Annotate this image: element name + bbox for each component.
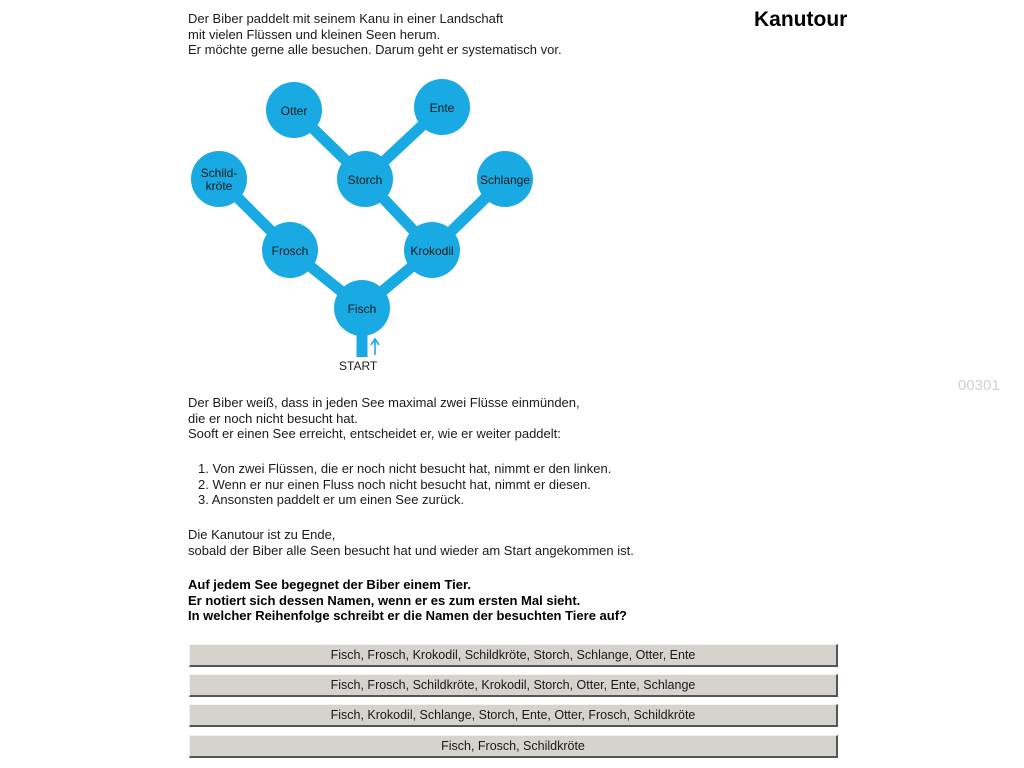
intro-text <box>188 11 562 58</box>
rules-intro-line: Der Biber weiß, dass in jeden See maximal zwei Flüsse einmünden, <box>188 395 580 410</box>
question-line: In welcher Reihenfolge schreibt er die Namen der besuchten Tiere auf? <box>188 608 627 623</box>
question-text <box>188 577 627 624</box>
intro-line: Er möchte gerne alle besuchen. Darum geht er systematisch vor. <box>188 42 562 57</box>
ending-text <box>188 527 634 558</box>
answer-option-1[interactable]: Fisch, Frosch, Krokodil, Schildkröte, Storch, Schlange, Otter, Ente <box>189 644 838 667</box>
answer-option-2[interactable]: Fisch, Frosch, Schildkröte, Krokodil, Storch, Otter, Ente, Schlange <box>189 674 838 697</box>
rules-intro-line: die er noch nicht besucht hat. <box>188 410 358 426</box>
label-schildkroete-line2: kröte <box>205 179 233 193</box>
label-schlange: Schlange <box>479 173 531 187</box>
lake-river-diagram <box>175 72 555 382</box>
label-ente: Ente <box>429 101 455 115</box>
label-otter: Otter <box>280 104 308 118</box>
label-krokodil: Krokodil <box>410 244 454 258</box>
label-fisch: Fisch <box>347 302 377 316</box>
page-title: Kanutour <box>754 8 848 31</box>
rule-item: 3. Ansonsten paddelt er um einen See zurück. <box>198 492 464 507</box>
start-label: START <box>339 359 378 373</box>
label-schildkroete-line1: Schild- <box>200 166 238 180</box>
intro-line: Der Biber paddelt mit seinem Kanu in einer Landschaft <box>188 11 504 26</box>
question-line: Auf jedem See begegnet der Biber einem Tier. <box>188 577 471 592</box>
label-storch: Storch <box>347 173 383 187</box>
rules-intro-text <box>188 395 580 442</box>
ending-line: sobald der Biber alle Seen besucht hat und wieder am Start angekommen ist. <box>188 542 634 558</box>
intro-line: mit vielen Flüssen und kleinen Seen herum. <box>188 26 441 42</box>
rule-item: 2. Wenn er nur einen Fluss noch nicht besucht hat, nimmt er diesen. <box>198 476 591 492</box>
rule-item: 1. Von zwei Flüssen, die er noch nicht besucht hat, nimmt er den linken. <box>198 461 612 476</box>
task-code: 00301 <box>958 377 1000 394</box>
label-frosch: Frosch <box>271 244 309 258</box>
question-line: Er notiert sich dessen Namen, wenn er es zum ersten Mal sieht. <box>188 592 581 608</box>
rules-intro-line: Sooft er einen See erreicht, entscheidet er, wie er weiter paddelt: <box>188 426 561 441</box>
start-arrow-icon <box>371 339 379 355</box>
answer-option-4[interactable]: Fisch, Frosch, Schildkröte <box>189 735 838 758</box>
answer-option-3[interactable]: Fisch, Krokodil, Schlange, Storch, Ente, Otter, Frosch, Schildkröte <box>189 704 838 727</box>
ending-line: Die Kanutour ist zu Ende, <box>188 527 336 542</box>
rules-list <box>198 461 611 508</box>
